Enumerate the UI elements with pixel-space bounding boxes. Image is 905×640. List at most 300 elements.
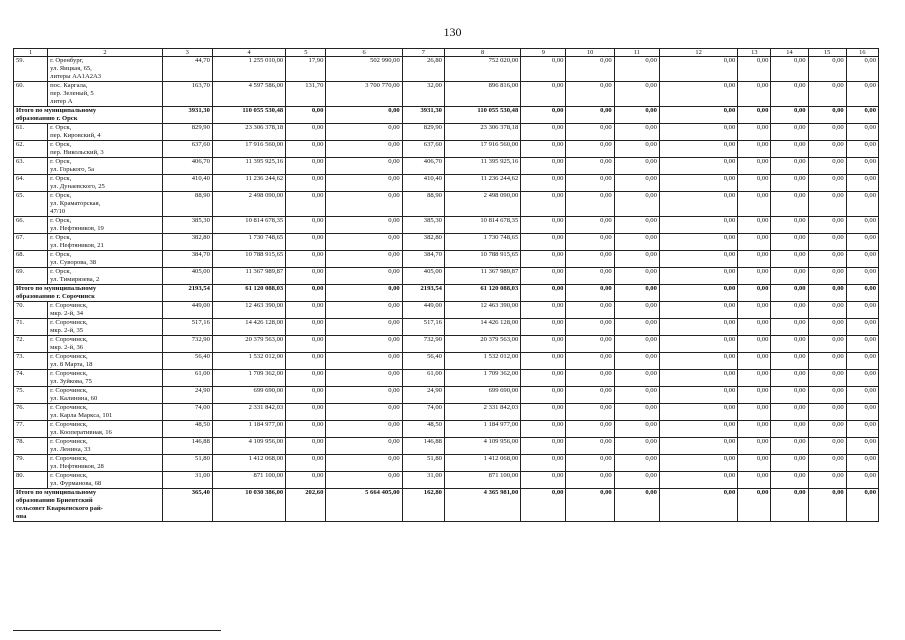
value-cell: 0,00 — [614, 107, 659, 124]
value-cell: 0,00 — [286, 192, 326, 217]
value-cell: 1 709 362,00 — [444, 370, 520, 387]
value-cell: 0,00 — [738, 217, 771, 234]
value-cell: 0,00 — [566, 268, 614, 285]
value-cell: 0,00 — [738, 353, 771, 370]
address-cell — [48, 421, 163, 438]
value-cell: 110 055 530,48 — [212, 107, 285, 124]
value-cell: 2 331 842,03 — [444, 404, 520, 421]
value-cell: 0,00 — [521, 57, 566, 82]
value-cell: 0,00 — [846, 192, 878, 217]
column-number: 12 — [659, 49, 737, 57]
value-cell: 0,00 — [738, 268, 771, 285]
value-cell: 0,00 — [521, 124, 566, 141]
address-cell — [48, 336, 163, 353]
total-label-line: образованию Бриентский — [16, 497, 93, 504]
total-row — [14, 107, 879, 124]
value-cell: 1 532 012,00 — [212, 353, 285, 370]
value-cell: 0,00 — [614, 251, 659, 268]
address-cell — [48, 302, 163, 319]
address-line: мкр. 2-й, 35 — [50, 327, 84, 334]
value-cell: 0,00 — [286, 217, 326, 234]
value-cell: 56,40 — [402, 353, 444, 370]
row-number: 60. — [14, 82, 48, 107]
value-cell: 0,00 — [614, 192, 659, 217]
value-cell: 0,00 — [614, 141, 659, 158]
value-cell: 0,00 — [326, 268, 402, 285]
value-cell: 385,30 — [162, 217, 212, 234]
value-cell: 0,00 — [771, 234, 808, 251]
column-number: 8 — [444, 49, 520, 57]
value-cell: 0,00 — [566, 217, 614, 234]
value-cell: 0,00 — [521, 82, 566, 107]
address-line: г. Орск, — [50, 268, 72, 275]
address-line: 47/10 — [50, 208, 66, 215]
value-cell: 0,00 — [566, 285, 614, 302]
value-cell: 0,00 — [771, 251, 808, 268]
value-cell: 410,40 — [162, 175, 212, 192]
address-cell — [48, 370, 163, 387]
row-number: 59. — [14, 57, 48, 82]
address-line: г. Орск, — [50, 175, 72, 182]
value-cell: 0,00 — [614, 285, 659, 302]
value-cell: 0,00 — [521, 192, 566, 217]
address-line: ул. Горького, 5а — [50, 166, 95, 173]
value-cell: 699 690,00 — [212, 387, 285, 404]
value-cell: 405,00 — [402, 268, 444, 285]
value-cell: 0,00 — [808, 421, 846, 438]
value-cell: 0,00 — [771, 107, 808, 124]
value-cell: 0,00 — [521, 285, 566, 302]
value-cell: 0,00 — [521, 217, 566, 234]
value-cell: 0,00 — [659, 404, 737, 421]
value-cell: 1 532 012,00 — [444, 353, 520, 370]
value-cell: 10 030 386,00 — [212, 489, 285, 522]
value-cell: 0,00 — [738, 302, 771, 319]
value-cell: 871 100,00 — [444, 472, 520, 489]
value-cell: 0,00 — [566, 472, 614, 489]
value-cell: 0,00 — [808, 158, 846, 175]
value-cell: 0,00 — [771, 192, 808, 217]
address-line: г. Сорочинск, — [50, 404, 88, 411]
row-number: 65. — [14, 192, 48, 217]
value-cell: 0,00 — [521, 489, 566, 522]
value-cell: 163,70 — [162, 82, 212, 107]
value-cell: 1 255 010,00 — [212, 57, 285, 82]
value-cell: 0,00 — [846, 217, 878, 234]
value-cell: 10 814 678,35 — [212, 217, 285, 234]
value-cell: 0,00 — [808, 234, 846, 251]
value-cell: 752 020,00 — [444, 57, 520, 82]
total-label — [14, 285, 163, 302]
value-cell: 0,00 — [771, 404, 808, 421]
value-cell: 0,00 — [738, 158, 771, 175]
table-row — [14, 268, 879, 285]
table-row — [14, 234, 879, 251]
address-line: г. Орск, — [50, 192, 72, 199]
value-cell: 44,70 — [162, 57, 212, 82]
value-cell: 0,00 — [846, 107, 878, 124]
value-cell: 0,00 — [326, 319, 402, 336]
row-number: 77. — [14, 421, 48, 438]
value-cell: 0,00 — [808, 141, 846, 158]
table-row — [14, 336, 879, 353]
table-row — [14, 124, 879, 141]
address-line: литеры АА1А2А3 — [50, 73, 102, 80]
footnote-separator — [13, 630, 221, 631]
value-cell: 146,88 — [162, 438, 212, 455]
address-line: г. Орск, — [50, 124, 72, 131]
value-cell: 11 236 244,62 — [212, 175, 285, 192]
total-label — [14, 489, 163, 522]
value-cell: 0,00 — [614, 217, 659, 234]
value-cell: 0,00 — [738, 455, 771, 472]
value-cell: 0,00 — [614, 404, 659, 421]
row-number: 71. — [14, 319, 48, 336]
value-cell: 4 597 586,00 — [212, 82, 285, 107]
value-cell: 0,00 — [286, 421, 326, 438]
value-cell: 0,00 — [286, 107, 326, 124]
value-cell: 0,00 — [738, 234, 771, 251]
address-line: пос. Каргала, — [50, 82, 88, 89]
value-cell: 0,00 — [614, 421, 659, 438]
value-cell: 0,00 — [326, 302, 402, 319]
value-cell: 0,00 — [846, 285, 878, 302]
value-cell: 449,00 — [402, 302, 444, 319]
address-line: ул. Тимирязева, 2 — [50, 276, 100, 283]
value-cell: 0,00 — [846, 158, 878, 175]
value-cell: 0,00 — [771, 57, 808, 82]
value-cell: 4 365 981,00 — [444, 489, 520, 522]
value-cell: 0,00 — [286, 353, 326, 370]
value-cell: 202,60 — [286, 489, 326, 522]
value-cell: 0,00 — [659, 489, 737, 522]
value-cell: 2193,54 — [402, 285, 444, 302]
value-cell: 0,00 — [521, 251, 566, 268]
row-number: 70. — [14, 302, 48, 319]
value-cell: 0,00 — [771, 319, 808, 336]
value-cell: 0,00 — [846, 472, 878, 489]
address-cell — [48, 353, 163, 370]
value-cell: 382,80 — [402, 234, 444, 251]
value-cell: 732,90 — [402, 336, 444, 353]
value-cell: 0,00 — [521, 421, 566, 438]
value-cell: 0,00 — [566, 319, 614, 336]
value-cell: 11 236 244,62 — [444, 175, 520, 192]
value-cell: 0,00 — [566, 302, 614, 319]
address-line: г. Сорочинск, — [50, 336, 88, 343]
value-cell: 0,00 — [614, 57, 659, 82]
value-cell: 0,00 — [326, 192, 402, 217]
value-cell: 0,00 — [521, 438, 566, 455]
value-cell: 0,00 — [659, 319, 737, 336]
table-row — [14, 472, 879, 489]
value-cell: 0,00 — [846, 387, 878, 404]
value-cell: 0,00 — [846, 336, 878, 353]
value-cell: 0,00 — [566, 421, 614, 438]
value-cell: 449,00 — [162, 302, 212, 319]
value-cell: 24,90 — [402, 387, 444, 404]
value-cell: 0,00 — [738, 124, 771, 141]
address-cell — [48, 438, 163, 455]
total-label-line: Итого по муниципальному — [16, 285, 97, 292]
row-number: 73. — [14, 353, 48, 370]
value-cell: 3931,30 — [402, 107, 444, 124]
address-cell — [48, 404, 163, 421]
value-cell: 0,00 — [286, 251, 326, 268]
value-cell: 0,00 — [566, 234, 614, 251]
value-cell: 1 730 748,65 — [212, 234, 285, 251]
value-cell: 0,00 — [846, 175, 878, 192]
address-line: г. Сорочинск, — [50, 370, 88, 377]
total-label-line: образованию г. Орск — [16, 115, 78, 122]
row-number: 80. — [14, 472, 48, 489]
column-number: 6 — [326, 49, 402, 57]
address-line: г. Сорочинск, — [50, 319, 88, 326]
value-cell: 0,00 — [659, 472, 737, 489]
column-number: 13 — [738, 49, 771, 57]
value-cell: 0,00 — [521, 319, 566, 336]
value-cell: 699 690,00 — [444, 387, 520, 404]
address-line: пер. Никольский, 3 — [50, 149, 104, 156]
column-number: 2 — [48, 49, 163, 57]
value-cell: 0,00 — [659, 158, 737, 175]
value-cell: 0,00 — [614, 336, 659, 353]
value-cell: 0,00 — [521, 404, 566, 421]
value-cell: 0,00 — [566, 404, 614, 421]
address-line: г. Орск, — [50, 234, 72, 241]
value-cell: 61,00 — [162, 370, 212, 387]
address-cell — [48, 455, 163, 472]
value-cell: 637,60 — [402, 141, 444, 158]
value-cell: 0,00 — [771, 285, 808, 302]
address-line: г. Сорочинск, — [50, 387, 88, 394]
value-cell: 74,00 — [402, 404, 444, 421]
column-number: 7 — [402, 49, 444, 57]
value-cell: 0,00 — [771, 302, 808, 319]
address-cell — [48, 268, 163, 285]
value-cell: 0,00 — [771, 141, 808, 158]
value-cell: 0,00 — [738, 438, 771, 455]
address-cell — [48, 234, 163, 251]
value-cell: 0,00 — [566, 158, 614, 175]
value-cell: 88,90 — [162, 192, 212, 217]
value-cell: 0,00 — [326, 370, 402, 387]
value-cell: 0,00 — [286, 234, 326, 251]
value-cell: 24,90 — [162, 387, 212, 404]
value-cell: 0,00 — [286, 370, 326, 387]
value-cell: 0,00 — [286, 124, 326, 141]
value-cell: 384,70 — [162, 251, 212, 268]
value-cell: 0,00 — [846, 438, 878, 455]
value-cell: 0,00 — [326, 124, 402, 141]
address-line: ул. Нефтяников, 21 — [50, 242, 104, 249]
value-cell: 23 306 378,18 — [444, 124, 520, 141]
value-cell: 74,00 — [162, 404, 212, 421]
value-cell: 0,00 — [808, 251, 846, 268]
value-cell: 0,00 — [614, 82, 659, 107]
value-cell: 0,00 — [846, 141, 878, 158]
value-cell: 896 816,00 — [444, 82, 520, 107]
address-line: пер. Кировский, 4 — [50, 132, 101, 139]
value-cell: 0,00 — [771, 124, 808, 141]
row-number: 78. — [14, 438, 48, 455]
value-cell: 11 395 925,16 — [444, 158, 520, 175]
value-cell: 0,00 — [659, 175, 737, 192]
value-cell: 0,00 — [738, 387, 771, 404]
address-line: ул. Карла Маркса, 101 — [50, 412, 113, 419]
value-cell: 0,00 — [326, 234, 402, 251]
value-cell: 0,00 — [808, 404, 846, 421]
value-cell: 0,00 — [659, 192, 737, 217]
value-cell: 0,00 — [326, 455, 402, 472]
value-cell: 0,00 — [846, 234, 878, 251]
value-cell: 0,00 — [286, 404, 326, 421]
value-cell: 0,00 — [326, 175, 402, 192]
value-cell: 0,00 — [771, 217, 808, 234]
address-line: мкр. 2-й, 34 — [50, 310, 84, 317]
address-cell — [48, 158, 163, 175]
total-label-line: сельсовет Кваркенского рай- — [16, 505, 103, 512]
value-cell: 0,00 — [286, 158, 326, 175]
value-cell: 0,00 — [521, 370, 566, 387]
table-row — [14, 175, 879, 192]
value-cell: 20 379 563,00 — [212, 336, 285, 353]
value-cell: 0,00 — [808, 455, 846, 472]
row-number: 67. — [14, 234, 48, 251]
value-cell: 406,70 — [402, 158, 444, 175]
value-cell: 0,00 — [771, 370, 808, 387]
value-cell: 0,00 — [614, 158, 659, 175]
row-number: 63. — [14, 158, 48, 175]
address-line: г. Орск, — [50, 141, 72, 148]
value-cell: 0,00 — [326, 404, 402, 421]
table-row — [14, 302, 879, 319]
total-label — [14, 107, 163, 124]
value-cell: 637,60 — [162, 141, 212, 158]
value-cell: 26,80 — [402, 57, 444, 82]
value-cell: 17 916 560,00 — [212, 141, 285, 158]
value-cell: 0,00 — [566, 57, 614, 82]
value-cell: 0,00 — [846, 57, 878, 82]
value-cell: 0,00 — [738, 489, 771, 522]
total-label-line: Итого по муниципальному — [16, 107, 97, 114]
value-cell: 0,00 — [326, 472, 402, 489]
address-line: ул. Ленина, 33 — [50, 446, 91, 453]
address-line: ул. Суворова, 38 — [50, 259, 97, 266]
value-cell: 1 184 977,00 — [444, 421, 520, 438]
table-row — [14, 217, 879, 234]
value-cell: 0,00 — [521, 158, 566, 175]
value-cell: 0,00 — [614, 268, 659, 285]
value-cell: 0,00 — [521, 387, 566, 404]
address-line: г. Орск, — [50, 158, 72, 165]
value-cell: 0,00 — [614, 302, 659, 319]
value-cell: 0,00 — [738, 421, 771, 438]
value-cell: 0,00 — [738, 336, 771, 353]
value-cell: 51,80 — [402, 455, 444, 472]
value-cell: 12 463 390,00 — [444, 302, 520, 319]
value-cell: 17,90 — [286, 57, 326, 82]
value-cell: 0,00 — [738, 472, 771, 489]
value-cell: 385,30 — [402, 217, 444, 234]
value-cell: 0,00 — [659, 124, 737, 141]
value-cell: 61 120 088,03 — [444, 285, 520, 302]
address-line: г. Сорочинск, — [50, 302, 88, 309]
value-cell: 0,00 — [614, 472, 659, 489]
table-row — [14, 370, 879, 387]
value-cell: 0,00 — [771, 353, 808, 370]
value-cell: 0,00 — [614, 353, 659, 370]
value-cell: 0,00 — [659, 234, 737, 251]
value-cell: 11 367 989,87 — [212, 268, 285, 285]
value-cell: 1 184 977,00 — [212, 421, 285, 438]
address-line: ул. Нефтяников, 19 — [50, 225, 104, 232]
value-cell: 0,00 — [808, 175, 846, 192]
address-cell — [48, 192, 163, 217]
total-label-line: она — [16, 513, 27, 520]
row-number: 74. — [14, 370, 48, 387]
row-number: 62. — [14, 141, 48, 158]
value-cell: 0,00 — [566, 438, 614, 455]
value-cell: 0,00 — [521, 455, 566, 472]
value-cell: 56,40 — [162, 353, 212, 370]
value-cell: 48,50 — [402, 421, 444, 438]
value-cell: 410,40 — [402, 175, 444, 192]
value-cell: 0,00 — [326, 107, 402, 124]
value-cell: 0,00 — [286, 175, 326, 192]
value-cell: 0,00 — [808, 336, 846, 353]
page-number: 130 — [443, 25, 462, 39]
value-cell: 131,70 — [286, 82, 326, 107]
value-cell: 51,80 — [162, 455, 212, 472]
value-cell: 2193,54 — [162, 285, 212, 302]
value-cell: 0,00 — [846, 302, 878, 319]
address-line: ул. Кооперативная, 16 — [50, 429, 112, 436]
column-number: 16 — [846, 49, 878, 57]
value-cell: 0,00 — [614, 387, 659, 404]
value-cell: 0,00 — [771, 472, 808, 489]
value-cell: 0,00 — [659, 302, 737, 319]
address-cell — [48, 57, 163, 82]
value-cell: 88,90 — [402, 192, 444, 217]
value-cell: 11 395 925,16 — [212, 158, 285, 175]
value-cell: 0,00 — [738, 57, 771, 82]
value-cell: 14 426 128,00 — [444, 319, 520, 336]
value-cell: 0,00 — [771, 268, 808, 285]
column-number: 14 — [771, 49, 808, 57]
table-row — [14, 404, 879, 421]
value-cell: 405,00 — [162, 268, 212, 285]
value-cell: 0,00 — [286, 302, 326, 319]
value-cell: 0,00 — [566, 251, 614, 268]
value-cell: 0,00 — [326, 336, 402, 353]
table-row — [14, 387, 879, 404]
value-cell: 382,80 — [162, 234, 212, 251]
value-cell: 12 463 390,00 — [212, 302, 285, 319]
value-cell: 0,00 — [326, 285, 402, 302]
value-cell: 0,00 — [659, 141, 737, 158]
value-cell: 0,00 — [846, 82, 878, 107]
value-cell: 0,00 — [808, 57, 846, 82]
value-cell: 0,00 — [326, 251, 402, 268]
value-cell: 0,00 — [286, 141, 326, 158]
address-cell — [48, 82, 163, 107]
address-line: г. Орск, — [50, 217, 72, 224]
value-cell: 17 916 560,00 — [444, 141, 520, 158]
value-cell: 0,00 — [808, 353, 846, 370]
value-cell: 0,00 — [771, 336, 808, 353]
value-cell: 0,00 — [286, 285, 326, 302]
